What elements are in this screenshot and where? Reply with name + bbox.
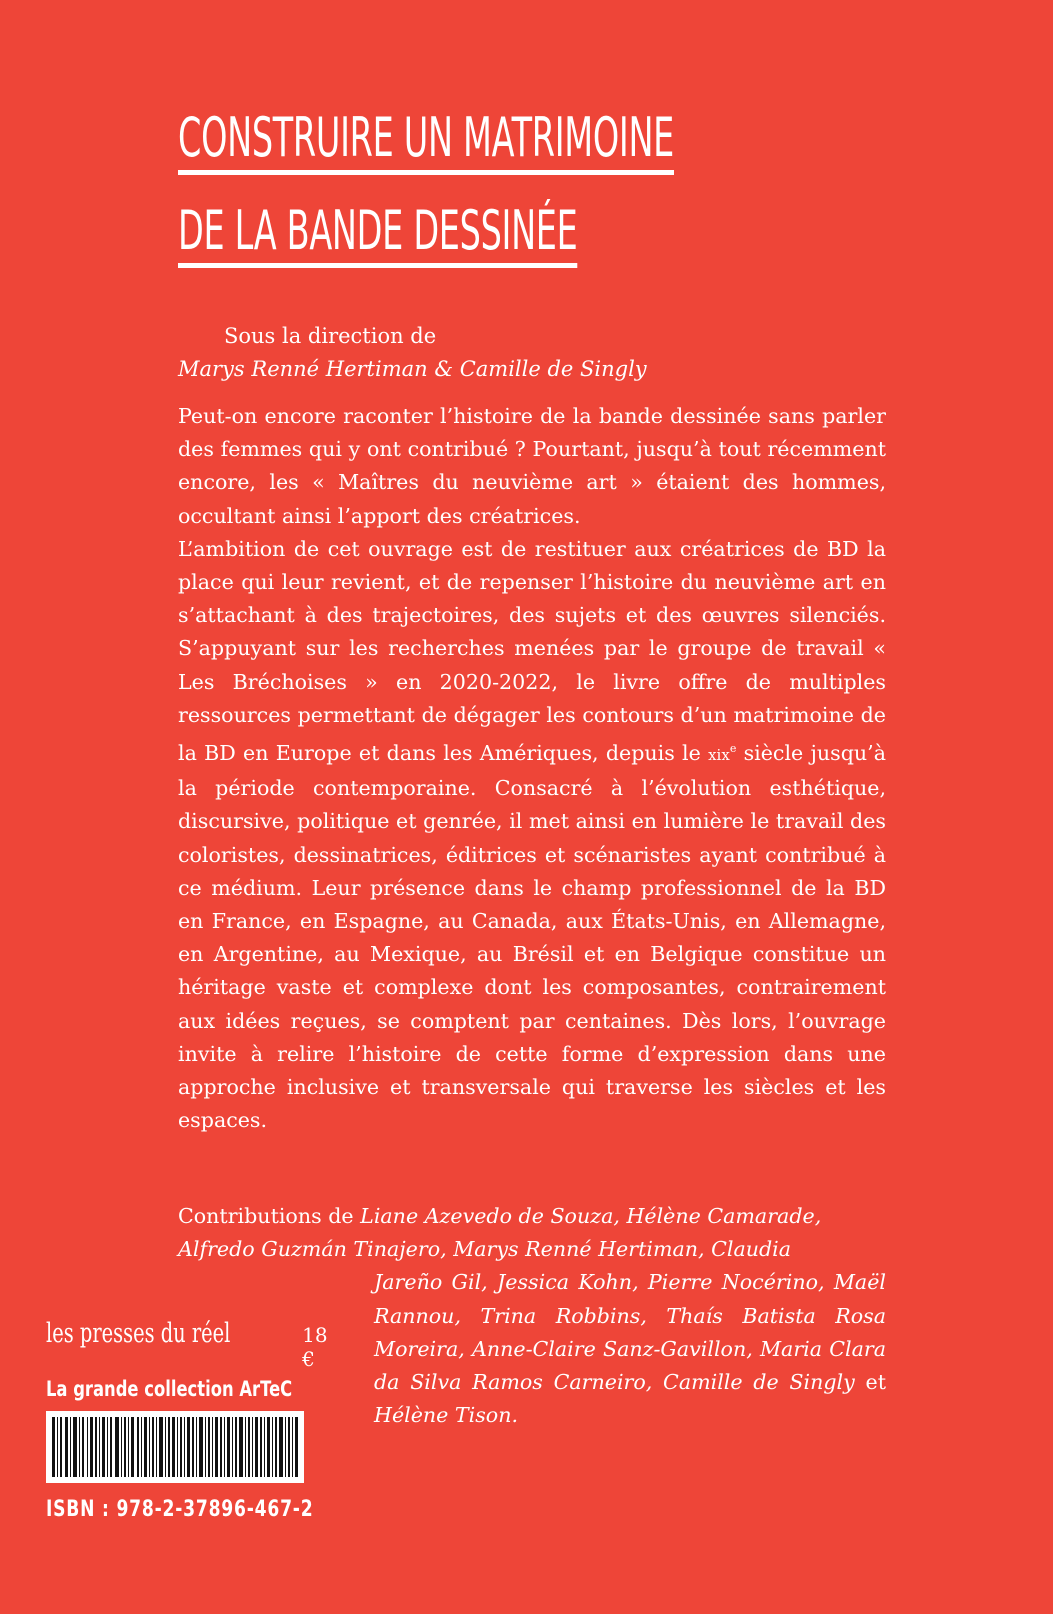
title-line-2: DE LA BANDE DESSINÉE bbox=[178, 201, 578, 268]
summary-p2-start: L’ambition de cet ouvrage est de restituer aux créatrices de BD la place qui leur revient, et de repenser l’histoire du neuvième art en s’attachant à des trajectoires, des sujets et des œuvres silenciés. S’appuyant sur les recherches menées par le groupe de travail « Les Bréchoises » en 2020-2022, le livre offre de multiples ressources permettant de dégager les contours d’un matrimoine de la BD en Europe et dans les Amériques, depuis le bbox=[178, 536, 886, 765]
direction-editors: Marys Renné Hertiman & Camille de Singly bbox=[178, 357, 647, 381]
century-numeral: xix bbox=[708, 745, 730, 764]
contributors-line-2 bbox=[178, 1233, 886, 1266]
contributors-last-name: Hélène Tison. bbox=[374, 1403, 519, 1428]
book-title bbox=[178, 108, 878, 294]
contributors-names-1: Liane Azevedo de Souza, Hélène Camarade, bbox=[360, 1204, 822, 1228]
isbn: ISBN : 978-2-37896-467-2 bbox=[46, 1497, 314, 1522]
publisher-name: les presses du réel bbox=[46, 1318, 231, 1349]
summary-p2-end: siècle jusqu’à la période contemporaine. Consacré à l’évolution esthétique, discursive, politique et genrée, il met ainsi en lumière le travail des coloristes, dessinatrices, éditrices et scénaristes ayant contribué à ce médium. Leur présence dans le champ professionnel de la BD en France, en Espagne, au Canada, aux États-Unis, en Allemagne, en Argentine, au Mexique, au Brésil et en Belgique constitue un héritage vaste et complexe dont les composantes, contrairement aux idées reçues, se comptent par centaines. Dès lors, l’ouvrage invite à relire l’histoire de cette forme d’expression dans une approche inclusive et transversale qui traverse les siècles et les espaces. bbox=[178, 740, 886, 1133]
contributors-names-rest: Jareño Gil, Jessica Kohn, Pierre Nocérino, Maël Rannou, Trina Robbins, Thaís Batista Rosa Moreira, Anne-Claire Sanz-Gavillon, Maria Clara da Silva Ramos Carneiro, Camille de Singly bbox=[374, 1270, 886, 1395]
contributors-line-1 bbox=[178, 1200, 886, 1233]
book-summary bbox=[178, 400, 886, 1137]
direction-intro: Sous la direction de bbox=[224, 324, 437, 348]
collection-name: La grande collection ArTeC bbox=[46, 1377, 293, 1401]
publisher-block bbox=[46, 1318, 328, 1522]
barcode bbox=[46, 1411, 304, 1483]
summary-paragraph-2 bbox=[178, 533, 886, 1138]
contributors-lead: Contributions de bbox=[178, 1204, 354, 1228]
century-sup: e bbox=[729, 742, 737, 756]
summary-paragraph-1: Peut-on encore raconter l’histoire de la bande dessinée sans parler des femmes qui y ont contribué ? Pourtant, jusqu’à tout récemment encore, les « Maîtres du neuvième art » étaient des hommes, occultant ainsi l’apport des créatrices. bbox=[178, 404, 886, 528]
price: 18 € bbox=[302, 1323, 328, 1371]
contributors-names-2: Alfredo Guzmán Tinajero, Marys Renné Hertiman, Claudia bbox=[178, 1237, 792, 1262]
editorial-direction bbox=[178, 320, 888, 386]
title-line-1: CONSTRUIRE UN MATRIMOINE bbox=[178, 108, 674, 175]
contributors-and: et bbox=[865, 1370, 886, 1395]
barcode-bars bbox=[52, 1417, 298, 1477]
